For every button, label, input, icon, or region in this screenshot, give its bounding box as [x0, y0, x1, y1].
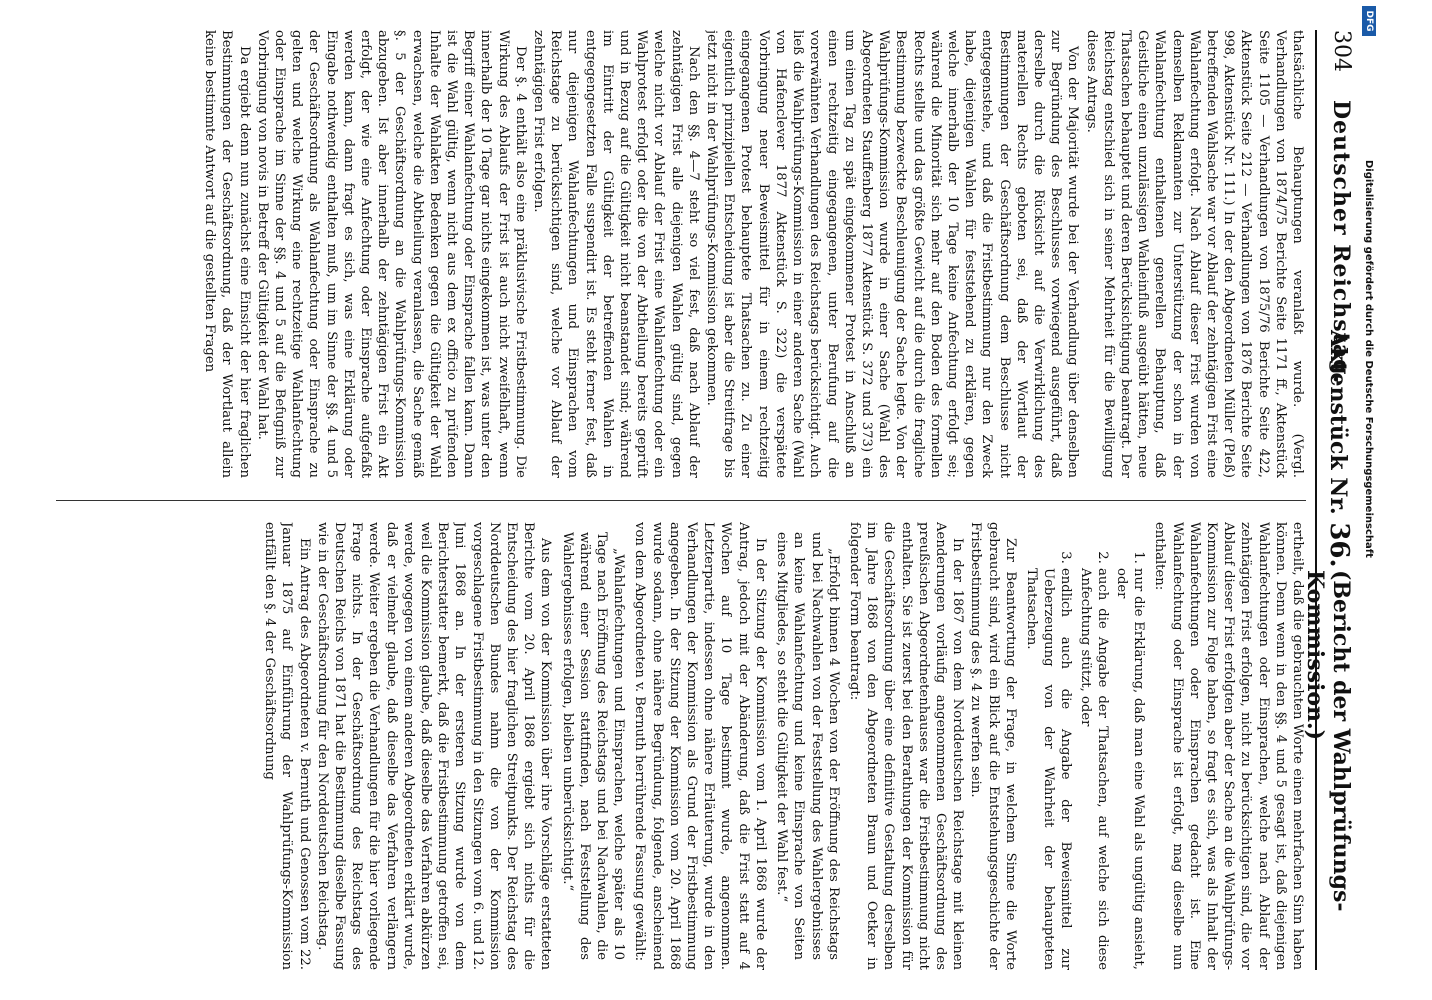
right-column — [56, 522, 1306, 970]
right-paragraph-1: ertheilt, daß die gebrauchten Worte einen mehrfachen Sinn haben können. Denn wenn in den §§. 4 und 5 gesagt ist, daß diejenigen Wahlanfechtungen oder Einsprachen, welche nach Ablauf der zehntägigen Frist erfolgen, nicht zu berücksichtigen sind, die vor Ablauf dieser Frist erfolgten aber der Sache an die Wahlprüfungs-Kommission zur Folge haben, so fragt es sich, was als Inhalt der Wahlanfechtungen oder Einsprachen gedacht ist. Eine Wahlanfechtung oder Einsprache ist erfolgt, mag dieselbe nun enthalten: — [1152, 522, 1305, 970]
column-separator — [56, 500, 1306, 501]
right-paragraph-4: In der Sitzung der Kommission vom 1. April 1868 wurde der Antrag, jedoch mit der Abänderung, daß die Frist statt auf 4 Wochen auf 10 Tage bestimmt wurde, angenommen. Letzterpartie, indessen ohne nähere Erläuterung, wurde in den Verhandlungen der Kommission als Grund der Fristbestimmung angegeben. In der Sitzung der Kommission vom 20. April 1868 wurde sodann, ohne nähere Begründung, folgende, anscheinend von dem Abgeordneten v. Bernuth herrührende Fassung gewählt: — [632, 522, 768, 970]
left-paragraph-4: Der §. 4 enthält also eine präklusivische Fristbestimmung. Die Wirkung des Ablaufs der Frist ist auch nicht zweifelhaft, wenn innerhalb der 10 Tage gar nichts eingekommen ist, was unter den Begriff einer Wahlanfechtung oder Einsprache fallen kann. Dann ist die Wahl gültig, wenn nicht aus dem ex officio zu prüfenden Inhalte der Wahlakten Bedenken gegen die Gültigkeit der Wahl erwachsen, welche die Abtheilung veranlassen, die Sache gemäß §. 5 der Geschäftsordnung an die Wahlprüfungs-Kommission abzugeben. Ist aber innerhalb der zehntägigen Frist ein Akt erfolgt, der wie eine Anfechtung oder Einsprache aufgefaßt werden kann, dann fragt es sich, was eine Erklärung oder Eingabe nothwendig enthalten muß, um im Sinne der §§. 4 und 5 der Geschäftsordnung als Wahlanfechtung oder Einsprache zu gelten und welche Wirkung eine rechtzeitige Wahlanfechtung oder Einsprache im Sinne der §§. 4 und 5 auf die Befugniß zur Vorbringung von novis in Betreff der Gültigkeit der Wahl hat. — [254, 30, 528, 478]
criteria-item-3: 3. endlich auch die Angabe der Beweismittel zur Ueberzeugung von der Wahrheit der behaupteten Thatsachen. — [1023, 568, 1075, 970]
document-number: 36. — [1324, 522, 1354, 568]
right-paragraph-6: Ein Antrag des Abgeordneten v. Bernuth und Genossen vom 22. Januar 1875 auf Einführung der Wahlprüfungs-Kommission entfällt den §. 4 der Geschäftsordnung — [262, 522, 312, 970]
running-title: Deutscher Reichstag. — [1328, 100, 1354, 385]
document-label — [1324, 330, 1354, 568]
header-rule — [1315, 30, 1317, 970]
section-title: (Bericht der Wahlprüfungs-Kommission.) — [1302, 570, 1354, 912]
left-paragraph-2: Von der Majorität wurde bei der Verhandlung über denselben zur Begründung des Beschlusses vorwiegend ausgeführt, daß derselbe durch die Rücksicht auf die Verwirklichung des materiellen Rechts geboten sei, daß der Wortlaut der Bestimmungen der Geschäftsordnung dem Beschlusse nicht entgegenstehe, und daß die Fristbestimmung nur den Zweck habe, diejenigen Wahlen für feststehend zu erklären, gegen welche innerhalb der 10 Tage keine Anfechtung erfolgt sei; während die Minorität sich mehr auf den Boden des formellen Rechts stellte und das größte Gewicht auf die durch die fragliche Bestimmung bezweckte Beschleunigung der Sache legte. Von der Wahlprüfungs-Kommission wurde in einer Sache (Wahl des Abgeordneten Stauffenberg 1877 Aktenstück S. 372 und 373) ein um einen Tag zu spät eingekommener Protest in Anschluß an einen rechtzeitig eingegangenen, unter Berufung auf die vorerwähnten Verhandlungen des Reichstags berücksichtigt. Auch ließ die Wahlprüfungs-Kommission in einer anderen Sache (Wahl von Hafenclever 1877 Aktenstück S. 322) die verspätete Vorbringung neuer Beweismittel für in einem rechtzeitig eingegangenen Protest behauptete Thatsachen zu. Zu einer eigentlich prinzipiellen Entscheidung ist aber die Streitfrage bis jetzt nicht in der Wahlprüfungs-Kommission gekommen. — [704, 30, 1081, 478]
left-paragraph-1: thatsächliche Behauptungen veranlaßt wurde. (Vergl. Verhandlungen von 1874/75 Berichte Seite 1171 ff., Aktenstück Seite 1105 — Verhandlungen von 1875/76 Berichte Seite 422, Aktenstück Seite 212 — Verhandlungen von 1876 Berichte Seite 998, Aktenstück Nr. 111.) In der den Abgeordneten Müller (Pleß) betreffenden Wahlsache war vor Ablauf der zehntägigen Frist eine Wahlanfechtung erfolgt. Nach Ablauf dieser Frist wurden von demselben Reklamanten zur Unterstützung der schon in der Wahlanfechtung enthaltenen generellen Behauptung, daß Geistliche einen unzulässigen Wahleinfluß ausgeübt hätten, neue Thatsachen behauptet und deren Berücksichtigung beantragt. Der Reichstag entschied sich in seiner Mehrheit für die Bewilligung dieses Antrags. — [1083, 30, 1305, 478]
page-number: 304 — [1329, 30, 1354, 72]
right-paragraph-5: Aus dem von der Kommission über ihre Vorschläge erstatteten Berichte vom 20. April 1868 ergiebt sich nichts für die Entscheidung des hier fraglichen Streitpunkts. Der Reichstag des Norddeutschen Bundes nahm die von der Kommission vorgeschlagene Fristbestimmung in den Sitzungen vom 6. und 12. Juni 1868 an. In der ersteren Sitzung wurde von dem Berichterstatter bemerkt, daß die Fristbestimmung getroffen sei, weil die Kommission glaube, daß dieselbe das Verfahren abkürzen werde, wogegen von einem anderen Abgeordneten erklärt wurde, daß er vielmehr glaube, daß dieselbe das Verfahren verlängern werde. Weiter ergeben die Verhandlungen für die hier vorliegende Frage nichts. In der Geschäftsordnung des Reichstags des Deutschen Reichs von 1871 hat die Bestimmung dieselbe Fassung wie in der Geschäftsordnung für den Norddeutschen Reichstag. — [314, 522, 554, 970]
dfg-logo: DFG — [1362, 6, 1376, 36]
document-label-text: Aktenstück Nr. — [1325, 330, 1351, 515]
left-paragraph-3: Nach den §§. 4—7 steht so viel fest, daß nach Ablauf der zehntägigen Frist alle diejenigen Wahlen gültig sind, gegen welche nicht vor Ablauf der Frist eine Wahlanfechtung oder ein Wahlprotest erfolgt oder die von der Abtheilung bereits geprüft und in Bezug auf die Gültigkeit nicht beanstandet sind; während im Eintritt der Gültigkeit der betreffenden Wahlen in entgegengesetzten Falle suspendirt ist. Es steht ferner fest, daß nur diejenigen Wahlanfechtungen und Einsprachen vom Reichstage zu berücksichtigen sind, welche vor Ablauf der zehntägigen Frist erfolgen. — [531, 30, 701, 478]
quoted-proposal-1: „Erfolgt binnen 4 Wochen von der Eröffnung des Reichstags und bei Nachwahlen von der Feststellung des Wahlergebnisses an keine Wahlanfechtung und keine Einsprache von Seiten eines Mitgliedes, so steht die Gültigkeit der Wahl fest.“ — [774, 532, 841, 960]
quoted-proposal-2: „Wahlanfechtungen und Einsprachen, welche später als 10 Tage nach Eröffnung des Reichstags und bei Nachwahlen, die während einer Session stattfinden, nach Feststellung des Wahlergebnisses erfolgen, bleiben unberücksichtigt.“ — [559, 532, 627, 960]
criteria-item-1: 1. nur die Erklärung, daß man eine Wahl als ungültig ansieht, oder — [1113, 568, 1147, 970]
criteria-list — [1023, 522, 1147, 970]
right-paragraph-3: In der 1867 von dem Norddeutschen Reichstage mit kleinen Aenderungen vorläufig angenommenen Geschäftsordnung des preußischen Abgeordnetenhauses war die Fristbestimmung nicht enthalten. Sie ist zuerst bei den Berathungen der Kommission für die Geschäftsordnung über eine definitive Gestaltung derselben im Jahre 1868 von den Abgeordneten Braun und Oetker in folgender Form beantragt: — [846, 522, 966, 970]
right-paragraph-2: Zur Beantwortung der Frage, in welchem Sinne die Worte gebraucht sind, wird ein Blick auf die Entstehungsgeschichte der Fristbestimmung des §. 4 zu werfen sein. — [968, 522, 1018, 970]
criteria-item-2: 2. auch die Angabe der Thatsachen, auf welche sich diese Anfechtung stützt, oder — [1076, 568, 1110, 970]
left-column — [56, 30, 1306, 478]
credit-text: Digitalisierung gefördert durch die Deutsche Forschungsgemeinschaft — [1363, 160, 1374, 558]
digitization-credit — [1352, 0, 1432, 1000]
left-paragraph-5: Da ergiebt denn nun zunächst eine Einsicht der hier fraglichen Bestimmungen der Geschäftsordnung, daß der Wortlaut allein keine bestimmte Antwort auf die gestellten Fragen — [202, 30, 252, 478]
